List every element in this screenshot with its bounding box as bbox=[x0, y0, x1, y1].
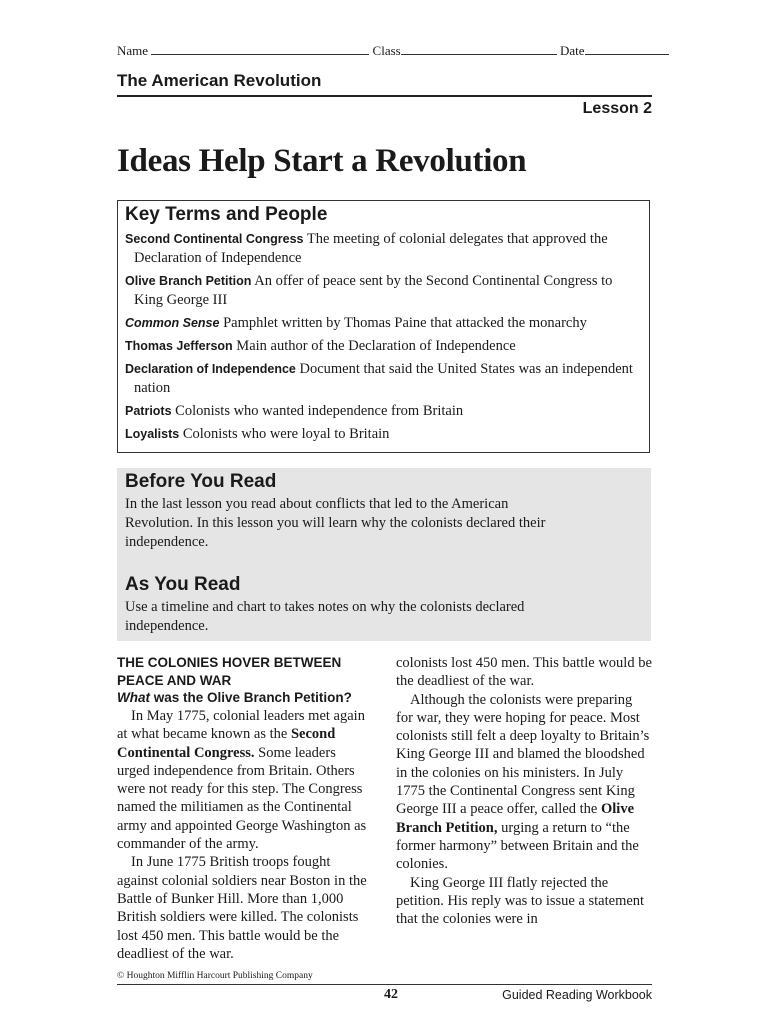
section-question: What was the Olive Branch Petition? bbox=[117, 690, 352, 705]
key-term-item bbox=[125, 402, 642, 421]
as-you-read-text: Use a timeline and chart to takes notes on why the colonists declared independence. bbox=[125, 599, 525, 634]
key-terms-heading: Key Terms and People bbox=[125, 204, 328, 225]
key-term-definition: An offer of peace sent by the Second Continental Congress to King George III bbox=[134, 273, 613, 308]
as-you-read-heading: As You Read bbox=[125, 574, 241, 595]
name-blank[interactable] bbox=[151, 43, 369, 55]
before-you-read-heading: Before You Read bbox=[125, 471, 277, 492]
body-paragraph: In June 1775 British troops fought against colonial soldiers near Boston in the Battle of Bunker Hill. More than 1,000 British soldiers were killed. The colonists lost 450 men. This battle would be the deadliest of the war. bbox=[117, 854, 367, 962]
key-term-definition: The meeting of colonial delegates that approved the Declaration of Independence bbox=[134, 231, 608, 266]
key-term-item bbox=[125, 314, 642, 333]
key-term-item bbox=[125, 272, 642, 310]
body-column-left bbox=[117, 654, 367, 962]
section-heading: THE COLONIES HOVER BETWEEN PEACE AND WAR bbox=[117, 655, 342, 688]
class-blank[interactable] bbox=[401, 43, 557, 55]
key-term-definition: Colonists who wanted independence from Britain bbox=[175, 403, 464, 419]
key-term-definition: Colonists who were loyal to Britain bbox=[182, 426, 390, 442]
key-term-item bbox=[125, 360, 642, 398]
footer-divider bbox=[117, 984, 652, 985]
page-number: 42 bbox=[384, 987, 398, 1002]
key-terms-box bbox=[117, 200, 650, 453]
student-info-line bbox=[117, 43, 652, 59]
lesson-title: Ideas Help Start a Revolution bbox=[117, 143, 527, 179]
lesson-label: Lesson 2 bbox=[582, 100, 652, 117]
body-paragraph: Although the colonists were preparing for war, they were hoping for peace. Most colonists still felt a deep loyalty to Britain’s King George III and blamed the bloodshed in the colonies on his ministers. In July 1775 the Continental Congress sent King George III a peace offer, called the Olive Branch Petition, urging a return to “the former harmony” between Britain and the colonies. bbox=[396, 691, 650, 873]
key-term-item bbox=[125, 425, 642, 444]
workbook-title: Guided Reading Workbook bbox=[502, 988, 652, 1002]
key-term-item bbox=[125, 230, 642, 268]
key-term-definition: Document that said the United States was an independent nation bbox=[134, 361, 633, 396]
date-blank[interactable] bbox=[585, 43, 669, 55]
body-paragraph: In May 1775, colonial leaders met again at what became known as the Second Continental Congress. Some leaders urged independence from Britain. Others were not ready for this step. The Congress named the militiamen as the Continental army and appointed George Washington as commander of the army. bbox=[117, 708, 367, 853]
header-divider bbox=[117, 95, 652, 97]
bold-term: Second Continental Congress. bbox=[117, 726, 336, 761]
key-term: Patriots bbox=[125, 404, 172, 418]
body-column-right bbox=[396, 654, 652, 928]
name-label: Name bbox=[117, 43, 149, 58]
before-you-read-text: In the last lesson you read about conflicts that led to the American Revolution. In this lesson you will learn why the colonists declared their independence. bbox=[125, 496, 546, 550]
key-term: Declaration of Independence bbox=[125, 362, 296, 376]
key-term: Loyalists bbox=[125, 427, 180, 441]
key-term: Olive Branch Petition bbox=[125, 274, 252, 288]
key-term: Second Continental Congress bbox=[125, 232, 304, 246]
key-term: Common Sense bbox=[125, 316, 220, 330]
unit-title: The American Revolution bbox=[117, 71, 322, 90]
key-term-definition: Pamphlet written by Thomas Paine that attacked the monarchy bbox=[223, 315, 587, 331]
body-paragraph: King George III flatly rejected the petition. His reply was to issue a statement that the colonies were in bbox=[396, 874, 645, 928]
copyright-notice: © Houghton Mifflin Harcourt Publishing Company bbox=[117, 971, 313, 981]
date-label: Date bbox=[559, 43, 585, 58]
key-term: Thomas Jefferson bbox=[125, 339, 233, 353]
reading-guide-box bbox=[117, 468, 651, 641]
key-term-definition: Main author of the Declaration of Independence bbox=[236, 338, 516, 354]
key-term-item bbox=[125, 337, 642, 356]
class-label: Class bbox=[372, 43, 401, 58]
bold-term: Olive Branch Petition, bbox=[396, 801, 635, 836]
body-paragraph-continued: colonists lost 450 men. This battle would be the deadliest of the war. bbox=[396, 655, 652, 690]
